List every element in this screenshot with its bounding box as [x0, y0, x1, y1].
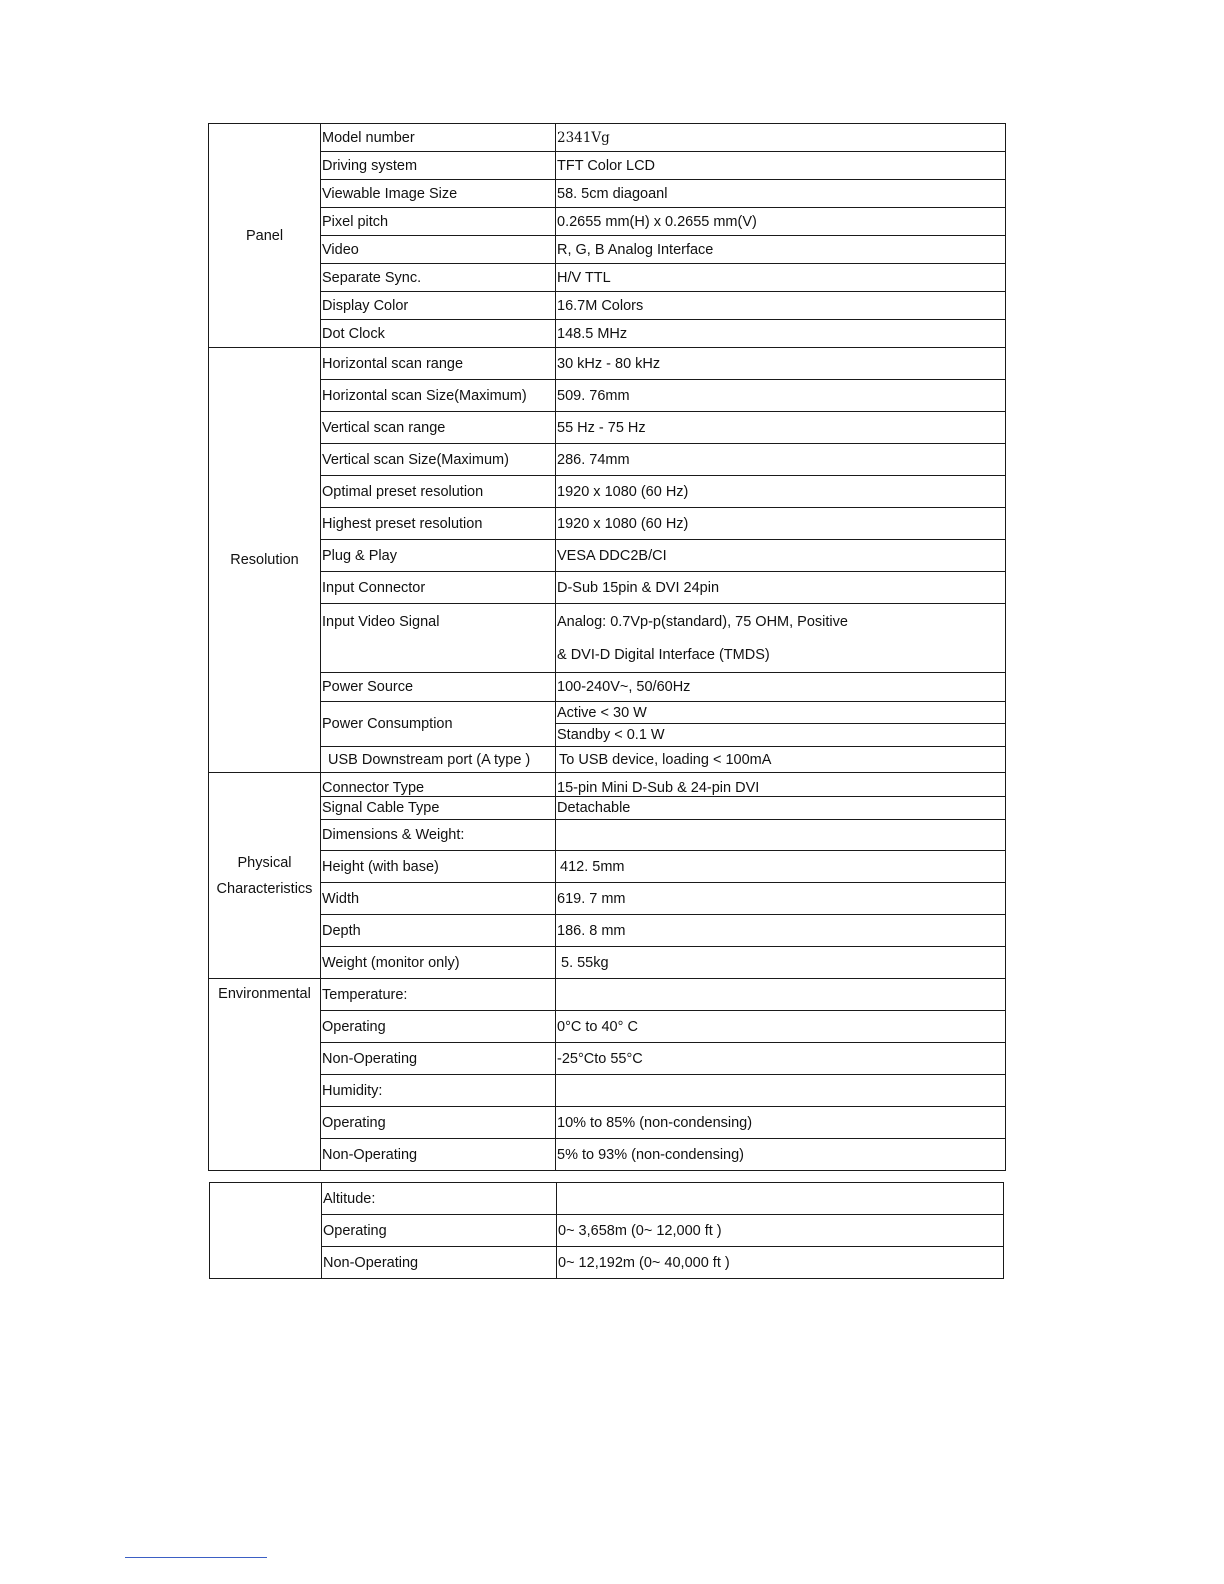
spec-label: Dot Clock: [321, 320, 556, 348]
spec-label: Display Color: [321, 292, 556, 320]
spec-label: Non-Operating: [321, 1139, 556, 1171]
spec-label: Input Connector: [321, 572, 556, 604]
spec-value: TFT Color LCD: [556, 152, 1006, 180]
table-row: [209, 1139, 1006, 1171]
spec-value-line: Analog: 0.7Vp-p(standard), 75 OHM, Positive: [557, 614, 848, 630]
spec-value: 509. 76mm: [556, 380, 1006, 412]
spec-label: Dimensions & Weight:: [321, 820, 556, 851]
spec-value: 0.2655 mm(H) x 0.2655 mm(V): [556, 208, 1006, 236]
spec-label: Operating: [321, 1107, 556, 1139]
spec-label: Horizontal scan range: [321, 348, 556, 380]
spec-value: R, G, B Analog Interface: [556, 236, 1006, 264]
spec-value: 55 Hz - 75 Hz: [556, 412, 1006, 444]
table-row: [209, 476, 1006, 508]
spec-label: Plug & Play: [321, 540, 556, 572]
table-row: [210, 1247, 1004, 1279]
table-row: [209, 264, 1006, 292]
spec-value: 286. 74mm: [556, 444, 1006, 476]
table-row: [209, 820, 1006, 851]
table-row: [210, 1215, 1004, 1247]
spec-value: 30 kHz - 80 kHz: [556, 348, 1006, 380]
table-row: [209, 797, 1006, 820]
table-row: [209, 124, 1006, 152]
spec-value: 619. 7 mm: [556, 883, 1006, 915]
table-row: [209, 1107, 1006, 1139]
spec-label: Viewable Image Size: [321, 180, 556, 208]
spec-label: Operating: [322, 1215, 557, 1247]
spec-label: Temperature:: [321, 979, 556, 1011]
spec-value: [556, 820, 1006, 851]
spec-value: 58. 5cm diagoanl: [556, 180, 1006, 208]
spec-label: Vertical scan range: [321, 412, 556, 444]
table-row: [209, 236, 1006, 264]
group-environmental: Environmental: [209, 979, 321, 1171]
spec-value: VESA DDC2B/CI: [556, 540, 1006, 572]
table-row: [209, 747, 1006, 773]
group-panel: Panel: [209, 124, 321, 348]
table-row: [209, 979, 1006, 1011]
spec-label: Humidity:: [321, 1075, 556, 1107]
spec-value: 15-pin Mini D-Sub & 24-pin DVI: [556, 773, 1006, 797]
table-row: [209, 883, 1006, 915]
spec-table: [208, 123, 1006, 1171]
spec-value: 0~ 3,658m (0~ 12,000 ft ): [557, 1215, 1004, 1247]
table-row: [209, 1011, 1006, 1043]
table-row: [210, 1183, 1004, 1215]
spec-label: Optimal preset resolution: [321, 476, 556, 508]
spec-label: Separate Sync.: [321, 264, 556, 292]
group-physical: Physical Characteristics: [209, 773, 321, 979]
spec-label: Connector Type: [321, 773, 556, 797]
spec-label: Non-Operating: [321, 1043, 556, 1075]
table-row: [209, 1043, 1006, 1075]
spec-label: Vertical scan Size(Maximum): [321, 444, 556, 476]
spec-value: 1920 x 1080 (60 Hz): [556, 508, 1006, 540]
spec-label: Operating: [321, 1011, 556, 1043]
table-row: [209, 412, 1006, 444]
spec-value: Active < 30 W: [556, 702, 1006, 724]
spec-label: Power Source: [321, 673, 556, 702]
spec-label: Pixel pitch: [321, 208, 556, 236]
spec-label: USB Downstream port (A type ): [321, 747, 556, 773]
table-row: [209, 947, 1006, 979]
spec-value: 1920 x 1080 (60 Hz): [556, 476, 1006, 508]
spec-value: D-Sub 15pin & DVI 24pin: [556, 572, 1006, 604]
spec-value: [556, 604, 1006, 673]
table-row: [209, 915, 1006, 947]
table-row: [209, 1075, 1006, 1107]
table-row: [209, 320, 1006, 348]
spec-label: Horizontal scan Size(Maximum): [321, 380, 556, 412]
spec-label: Power Consumption: [321, 702, 556, 747]
spec-label: Weight (monitor only): [321, 947, 556, 979]
spec-value: [556, 1075, 1006, 1107]
spec-label: Driving system: [321, 152, 556, 180]
spec-label: Video: [321, 236, 556, 264]
spec-label: Model number: [321, 124, 556, 152]
spec-value: 148.5 MHz: [556, 320, 1006, 348]
spec-value: [556, 979, 1006, 1011]
spec-value: 186. 8 mm: [556, 915, 1006, 947]
spec-value: To USB device, loading < 100mA: [556, 747, 1006, 773]
spec-value: 0~ 12,192m (0~ 40,000 ft ): [557, 1247, 1004, 1279]
spec-value: H/V TTL: [556, 264, 1006, 292]
table-row: [209, 444, 1006, 476]
spec-value: 16.7M Colors: [556, 292, 1006, 320]
table-row: [209, 851, 1006, 883]
table-row: [209, 604, 1006, 673]
spec-value: 412. 5mm: [556, 851, 1006, 883]
spec-value: 5. 55kg: [556, 947, 1006, 979]
spec-value: [557, 1183, 1004, 1215]
group-resolution: Resolution: [209, 348, 321, 773]
spec-label: Depth: [321, 915, 556, 947]
spec-value: 10% to 85% (non-condensing): [556, 1107, 1006, 1139]
spec-label: Signal Cable Type: [321, 797, 556, 820]
spec-value: Standby < 0.1 W: [556, 724, 1006, 747]
table-row: [209, 702, 1006, 724]
table-row: [209, 540, 1006, 572]
table-row: [209, 673, 1006, 702]
spec-value: 0°C to 40° C: [556, 1011, 1006, 1043]
spec-label: Non-Operating: [322, 1247, 557, 1279]
spec-value: 2341Vg: [556, 124, 1006, 152]
spec-value: Detachable: [556, 797, 1006, 820]
table-row: [209, 380, 1006, 412]
group-blank: [210, 1183, 322, 1279]
table-row: [209, 348, 1006, 380]
table-row: [209, 208, 1006, 236]
spec-label: [321, 604, 556, 673]
spec-label: Highest preset resolution: [321, 508, 556, 540]
table-row: [209, 572, 1006, 604]
spec-value: -25°Cto 55°C: [556, 1043, 1006, 1075]
spec-label: Width: [321, 883, 556, 915]
spec-label: Altitude:: [322, 1183, 557, 1215]
table-row: [209, 180, 1006, 208]
footer-divider: [125, 1557, 267, 1558]
altitude-table: [209, 1182, 1004, 1279]
spec-label: Height (with base): [321, 851, 556, 883]
spec-value: 5% to 93% (non-condensing): [556, 1139, 1006, 1171]
spec-value-line: & DVI-D Digital Interface (TMDS): [557, 647, 770, 663]
table-row: [209, 508, 1006, 540]
table-row: [209, 292, 1006, 320]
spec-value: 100-240V~, 50/60Hz: [556, 673, 1006, 702]
spec-label-text: Input Video Signal: [322, 614, 440, 630]
table-row: [209, 773, 1006, 797]
table-row: [209, 152, 1006, 180]
